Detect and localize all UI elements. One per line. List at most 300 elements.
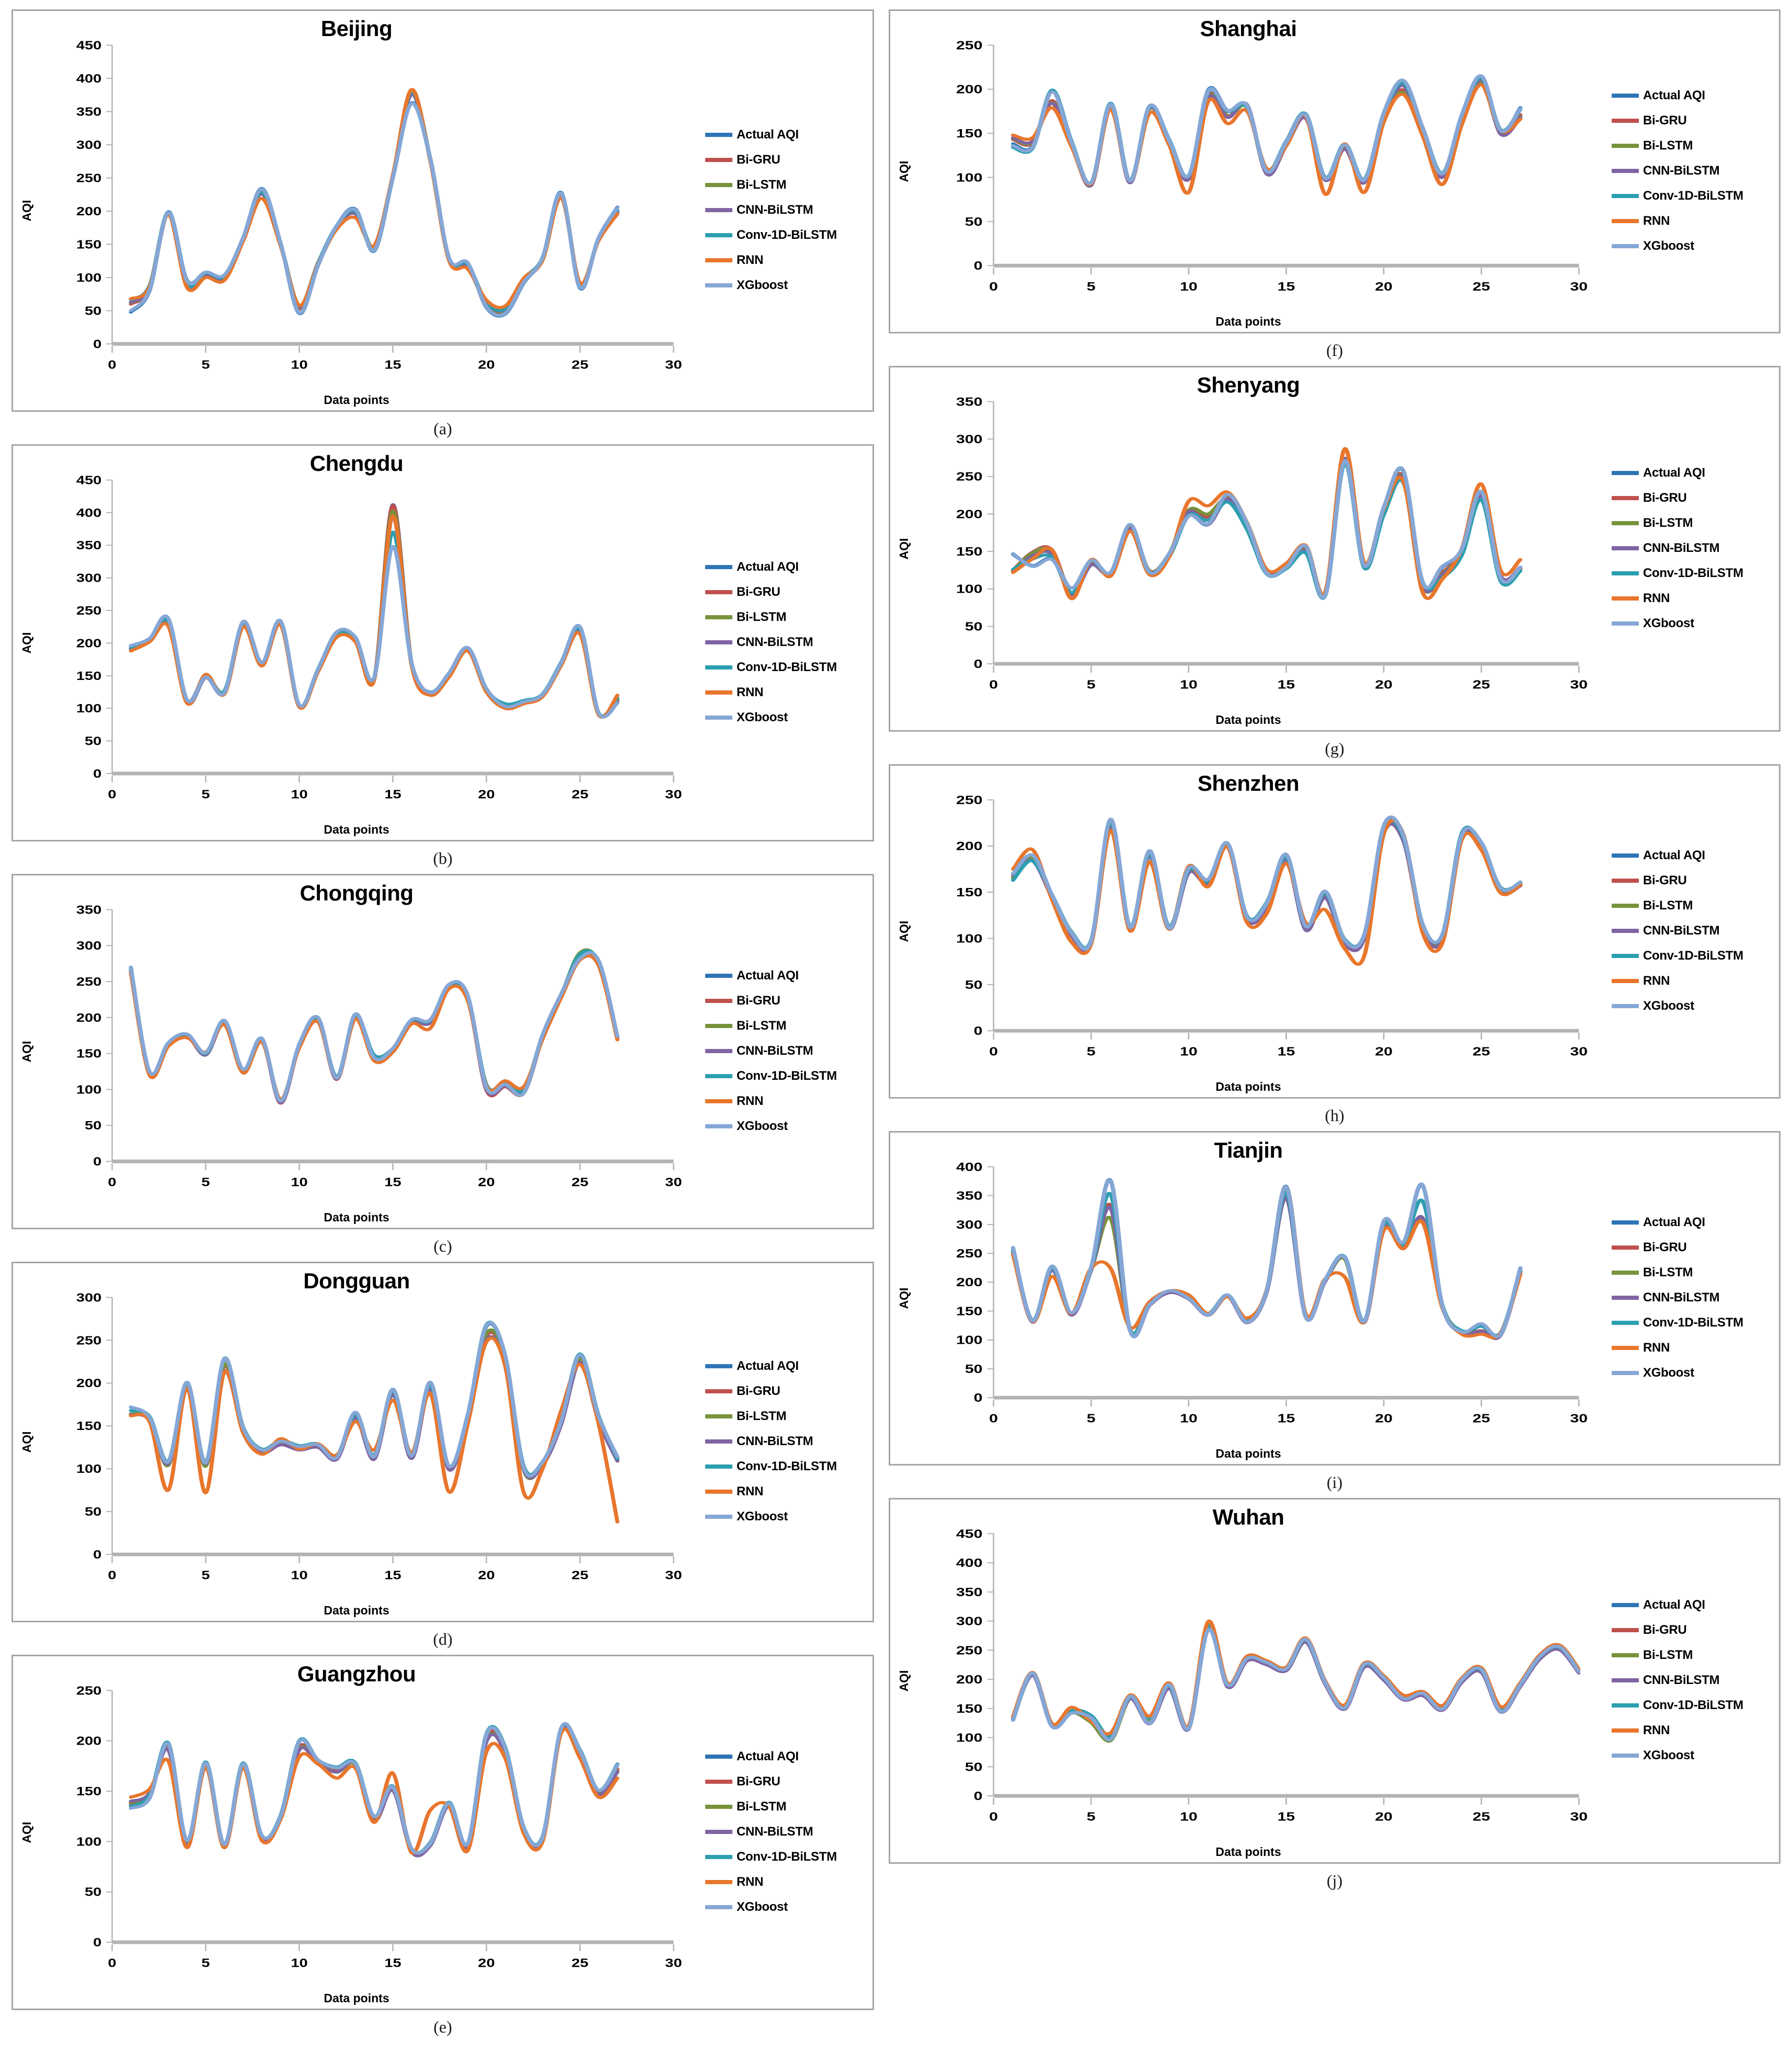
legend-label: RNN [737, 1094, 764, 1108]
x-tick-label: 10 [291, 1175, 308, 1189]
legend-item-bi-lstm[interactable] [1612, 134, 1779, 158]
legend-swatch-icon [1612, 169, 1639, 173]
legend-item-bi-lstm[interactable] [1612, 1643, 1779, 1667]
y-tick-label: 350 [956, 1585, 983, 1599]
y-tick-label: 50 [964, 978, 983, 991]
legend-item-actual-aqi[interactable] [1612, 844, 1779, 868]
x-tick-label: 0 [989, 678, 998, 691]
chart-legend [700, 1263, 872, 1621]
y-tick-label: 0 [93, 337, 102, 351]
legend-item-bi-lstm[interactable] [705, 1014, 872, 1038]
legend-swatch-icon [1612, 1220, 1639, 1225]
legend-swatch-icon [1612, 144, 1639, 148]
legend-item-rnn[interactable] [1612, 1718, 1779, 1743]
x-tick-label: 15 [384, 1956, 401, 1970]
legend-swatch-icon [705, 716, 732, 720]
x-tick-label: 0 [108, 1568, 117, 1582]
legend-swatch-icon [705, 1414, 732, 1418]
legend-swatch-icon [705, 690, 732, 695]
legend-swatch-icon [1612, 471, 1639, 475]
y-tick-label: 150 [76, 1784, 102, 1798]
legend-label: Conv-1D-BiLSTM [1643, 566, 1743, 580]
chart-panel-box [12, 874, 874, 1229]
y-tick-label: 50 [964, 619, 983, 633]
legend-label: Actual AQI [737, 1359, 799, 1373]
legend-item-rnn[interactable] [1612, 969, 1779, 993]
y-tick-label: 250 [76, 1333, 102, 1347]
chart-legend [700, 1656, 872, 2009]
y-tick-label: 50 [84, 734, 102, 748]
legend-item-conv-1d-bilstm[interactable] [705, 1064, 872, 1088]
chart-panel-chongqing [12, 874, 874, 1262]
plot-area [13, 875, 700, 1228]
legend-label: CNN-BiLSTM [1643, 541, 1720, 555]
legend-label: XGboost [1643, 999, 1694, 1013]
legend-swatch-icon [705, 999, 732, 1003]
series-group [131, 505, 617, 717]
chart-panel-box [889, 1498, 1780, 1864]
legend-swatch-icon [1612, 496, 1639, 500]
legend-label: Bi-GRU [1643, 1623, 1687, 1637]
legend-swatch-icon [1612, 1371, 1639, 1375]
panel-caption: (c) [433, 1237, 452, 1255]
legend-label: CNN-BiLSTM [1643, 1673, 1720, 1687]
legend-swatch-icon [1612, 621, 1639, 626]
legend-label: Actual AQI [1643, 848, 1705, 862]
legend-item-cnn-bilstm[interactable] [1612, 159, 1779, 183]
x-tick-label: 15 [1277, 678, 1295, 691]
y-tick-label: 250 [956, 1643, 983, 1657]
chart-panel-box [889, 366, 1780, 732]
plot-svg [890, 1133, 1606, 1464]
plot-svg [13, 1656, 700, 2009]
chart-legend [1606, 11, 1779, 332]
series-group [131, 1322, 617, 1522]
legend-item-cnn-bilstm[interactable] [1612, 1286, 1779, 1310]
legend-item-bi-gru[interactable] [1612, 109, 1779, 133]
x-tick-label: 15 [384, 357, 401, 372]
plot-area [13, 1263, 700, 1621]
legend-swatch-icon [705, 158, 732, 162]
legend-item-conv-1d-bilstm[interactable] [705, 1455, 872, 1479]
x-tick-label: 10 [291, 787, 308, 801]
x-tick-label: 5 [1086, 1412, 1096, 1425]
legend-item-bi-gru[interactable] [1612, 1618, 1779, 1642]
legend-swatch-icon [705, 283, 732, 287]
series-line-conv-1d-bilstm [131, 1322, 617, 1475]
legend-swatch-icon [705, 133, 732, 137]
series-line-bi-gru [131, 505, 617, 717]
legend-label: Bi-LSTM [1643, 1648, 1693, 1662]
legend-item-rnn[interactable] [705, 680, 872, 705]
legend-item-cnn-bilstm[interactable] [705, 630, 872, 654]
plot-svg [890, 766, 1606, 1097]
chart-panel-shenzhen [889, 764, 1780, 1131]
chart-panel-shanghai [889, 9, 1780, 366]
y-tick-label: 200 [76, 1376, 102, 1390]
legend-item-bi-gru[interactable] [1612, 486, 1779, 510]
x-tick-label: 10 [1179, 678, 1198, 691]
y-tick-label: 250 [76, 975, 102, 989]
x-tick-label: 15 [1277, 1045, 1295, 1058]
legend-item-xgboost[interactable] [1612, 234, 1779, 258]
chart-panel-chengdu [12, 444, 874, 874]
y-tick-label: 200 [956, 507, 983, 521]
x-tick-label: 30 [665, 357, 682, 372]
legend-label: CNN-BiLSTM [737, 635, 813, 649]
y-tick-label: 300 [956, 1614, 983, 1628]
legend-swatch-icon [1612, 1653, 1639, 1657]
x-tick-label: 10 [291, 1956, 308, 1970]
legend-label: CNN-BiLSTM [737, 1825, 813, 1839]
chart-title: Wuhan [1212, 1505, 1284, 1529]
legend-item-bi-lstm[interactable] [705, 1795, 872, 1819]
legend-item-rnn[interactable] [705, 1870, 872, 1894]
x-tick-label: 5 [201, 357, 210, 372]
legend-label: XGboost [737, 710, 788, 724]
y-tick-label: 450 [76, 473, 102, 487]
chart-panel-tianjin [889, 1131, 1780, 1498]
series-line-conv-1d-bilstm [131, 532, 617, 716]
legend-item-conv-1d-bilstm[interactable] [705, 655, 872, 679]
legend-item-xgboost[interactable] [705, 273, 872, 297]
legend-label: RNN [1643, 974, 1670, 988]
legend-label: Conv-1D-BiLSTM [737, 1850, 837, 1864]
y-tick-label: 200 [956, 839, 983, 853]
x-tick-label: 25 [1472, 1810, 1490, 1824]
legend-swatch-icon [1612, 1753, 1639, 1758]
chart-title: Chongqing [300, 881, 413, 905]
y-tick-label: 100 [956, 1333, 983, 1347]
series-line-xgboost [131, 547, 617, 717]
x-tick-label: 30 [665, 1956, 682, 1970]
legend-item-conv-1d-bilstm[interactable] [1612, 1693, 1779, 1717]
legend-swatch-icon [1612, 94, 1639, 98]
legend-swatch-icon [705, 183, 732, 187]
x-tick-label: 25 [1472, 1412, 1490, 1425]
legend-swatch-icon [1612, 1728, 1639, 1733]
legend-item-bi-gru[interactable] [1612, 869, 1779, 893]
figure-column-right [883, 9, 1792, 2043]
series-line-rnn [131, 1338, 617, 1522]
legend-item-bi-gru[interactable] [705, 1379, 872, 1403]
legend-item-bi-gru[interactable] [705, 1770, 872, 1794]
chart-panel-guangzhou [12, 1655, 874, 2043]
legend-label: Conv-1D-BiLSTM [1643, 1316, 1743, 1330]
chart-title: Chengdu [309, 451, 404, 476]
legend-label: Bi-LSTM [737, 1799, 787, 1814]
x-axis-label: Data points [1215, 1845, 1281, 1859]
y-tick-label: 0 [93, 766, 102, 781]
y-tick-label: 300 [76, 571, 102, 585]
x-tick-label: 15 [1277, 1810, 1295, 1824]
legend-item-actual-aqi[interactable] [705, 1354, 872, 1378]
legend-item-bi-gru[interactable] [1612, 1236, 1779, 1260]
legend-item-bi-lstm[interactable] [705, 605, 872, 629]
legend-label: Bi-LSTM [1643, 1265, 1693, 1279]
legend-item-conv-1d-bilstm[interactable] [1612, 1311, 1779, 1335]
chart-title: Shenyang [1197, 373, 1300, 397]
legend-item-bi-lstm[interactable] [1612, 511, 1779, 535]
x-tick-label: 10 [291, 1568, 308, 1582]
legend-label: Bi-LSTM [1643, 139, 1693, 153]
legend-item-rnn[interactable] [705, 248, 872, 272]
y-tick-label: 250 [76, 171, 102, 185]
panel-caption: (a) [433, 419, 452, 438]
x-tick-label: 25 [571, 1956, 589, 1970]
y-axis-label: AQI [897, 920, 911, 942]
plot-svg [13, 11, 700, 410]
legend-label: Conv-1D-BiLSTM [737, 1069, 837, 1083]
x-axis-label: Data points [1215, 713, 1281, 726]
plot-area [890, 367, 1606, 730]
chart-panel-dongguan [12, 1262, 874, 1655]
chart-panel-box [12, 444, 874, 841]
legend-item-bi-lstm[interactable] [1612, 1261, 1779, 1285]
y-axis-label: AQI [19, 1041, 33, 1063]
legend-swatch-icon [705, 1124, 732, 1128]
legend-label: RNN [737, 1875, 764, 1889]
x-tick-label: 5 [201, 787, 210, 801]
legend-label: Bi-LSTM [1643, 898, 1693, 913]
legend-item-xgboost[interactable] [705, 706, 872, 730]
x-tick-label: 5 [201, 1175, 210, 1189]
legend-item-bi-lstm[interactable] [705, 1404, 872, 1428]
legend-label: Actual AQI [737, 128, 799, 142]
legend-label: Actual AQI [737, 1749, 799, 1763]
legend-label: RNN [1643, 214, 1670, 228]
legend-label: RNN [1643, 591, 1670, 605]
x-tick-label: 0 [108, 1956, 117, 1970]
legend-label: Bi-GRU [737, 153, 780, 167]
y-tick-label: 300 [956, 1218, 983, 1231]
chart-panel-box [12, 1262, 874, 1622]
plot-area [890, 11, 1606, 332]
x-tick-label: 5 [1086, 678, 1096, 691]
plot-area [890, 1133, 1606, 1464]
legend-label: Actual AQI [1643, 1598, 1705, 1612]
legend-label: XGboost [737, 1509, 788, 1524]
chart-panel-shenyang [889, 366, 1780, 764]
legend-swatch-icon [1612, 1271, 1639, 1275]
series-group [1013, 1621, 1579, 1741]
legend-item-xgboost[interactable] [1612, 612, 1779, 636]
legend-item-conv-1d-bilstm[interactable] [1612, 184, 1779, 208]
x-tick-label: 5 [1086, 1045, 1096, 1058]
legend-item-xgboost[interactable] [1612, 994, 1779, 1018]
legend-item-cnn-bilstm[interactable] [705, 198, 872, 222]
legend-swatch-icon [1612, 904, 1639, 908]
panel-caption: (i) [1326, 1473, 1343, 1492]
panel-caption: (g) [1325, 739, 1345, 758]
legend-swatch-icon [705, 258, 732, 262]
legend-label: XGboost [737, 1119, 788, 1133]
y-tick-label: 150 [76, 1419, 102, 1433]
y-tick-label: 50 [964, 1362, 983, 1376]
legend-swatch-icon [1612, 954, 1639, 958]
y-tick-label: 250 [956, 38, 983, 52]
legend-item-xgboost[interactable] [1612, 1361, 1779, 1385]
legend-item-bi-gru[interactable] [705, 148, 872, 172]
legend-item-xgboost[interactable] [705, 1505, 872, 1529]
y-tick-label: 100 [76, 1462, 102, 1476]
y-tick-label: 150 [956, 885, 983, 899]
legend-item-bi-lstm[interactable] [705, 173, 872, 197]
legend-item-cnn-bilstm[interactable] [1612, 536, 1779, 560]
legend-item-actual-aqi[interactable] [1612, 1593, 1779, 1617]
legend-swatch-icon [705, 1880, 732, 1884]
legend-item-bi-gru[interactable] [705, 989, 872, 1013]
y-tick-label: 100 [956, 931, 983, 945]
y-tick-label: 50 [84, 1118, 102, 1133]
x-axis-label: Data points [324, 823, 389, 836]
plot-area [13, 11, 700, 410]
legend-swatch-icon [1612, 546, 1639, 550]
legend-swatch-icon [1612, 596, 1639, 601]
series-group [1013, 76, 1520, 194]
legend-item-xgboost[interactable] [705, 1114, 872, 1138]
legend-item-actual-aqi[interactable] [705, 555, 872, 579]
y-tick-label: 150 [76, 1046, 102, 1060]
y-tick-label: 50 [964, 215, 983, 228]
y-tick-label: 150 [956, 1702, 983, 1715]
y-tick-label: 250 [956, 1247, 983, 1261]
chart-legend [700, 446, 872, 840]
legend-item-conv-1d-bilstm[interactable] [705, 223, 872, 247]
series-line-xgboost [1013, 817, 1520, 949]
legend-item-actual-aqi[interactable] [705, 1745, 872, 1769]
y-tick-label: 200 [956, 1672, 983, 1687]
legend-label: Conv-1D-BiLSTM [737, 228, 837, 242]
y-tick-label: 150 [956, 1305, 983, 1318]
legend-label: Bi-LSTM [737, 1019, 787, 1033]
legend-swatch-icon [1612, 853, 1639, 858]
x-axis-label: Data points [324, 1991, 389, 2005]
legend-item-xgboost[interactable] [1612, 1744, 1779, 1768]
legend-item-actual-aqi[interactable] [705, 964, 872, 988]
legend-item-actual-aqi[interactable] [1612, 84, 1779, 108]
series-group [131, 950, 617, 1103]
legend-item-bi-gru[interactable] [705, 580, 872, 604]
chart-panel-box [889, 1131, 1780, 1466]
legend-item-xgboost[interactable] [705, 1895, 872, 1919]
legend-label: XGboost [737, 1900, 788, 1914]
y-tick-label: 400 [76, 71, 102, 86]
y-axis-label: AQI [19, 1431, 33, 1453]
y-tick-label: 250 [76, 1683, 102, 1698]
legend-label: Bi-GRU [1643, 1240, 1687, 1254]
legend-swatch-icon [1612, 521, 1639, 525]
legend-item-cnn-bilstm[interactable] [705, 1820, 872, 1844]
x-tick-label: 15 [1277, 1412, 1295, 1425]
legend-item-cnn-bilstm[interactable] [1612, 919, 1779, 943]
legend-item-actual-aqi[interactable] [705, 123, 872, 147]
x-axis-label: Data points [1215, 1080, 1281, 1093]
legend-item-cnn-bilstm[interactable] [705, 1039, 872, 1063]
y-tick-label: 400 [76, 505, 102, 520]
legend-label: Conv-1D-BiLSTM [1643, 189, 1743, 203]
chart-title: Dongguan [303, 1268, 410, 1293]
x-tick-label: 5 [201, 1956, 210, 1970]
y-tick-label: 100 [956, 582, 983, 596]
legend-label: Actual AQI [1643, 466, 1705, 480]
legend-item-cnn-bilstm[interactable] [1612, 1668, 1779, 1692]
legend-swatch-icon [1612, 1346, 1639, 1350]
legend-label: Bi-LSTM [737, 610, 787, 624]
series-group [131, 89, 617, 316]
x-tick-label: 0 [989, 1412, 998, 1425]
x-axis-label: Data points [324, 1210, 389, 1224]
x-tick-label: 0 [989, 1045, 998, 1058]
series-line-xgboost [131, 953, 617, 1101]
legend-label: Bi-GRU [737, 1774, 780, 1789]
legend-swatch-icon [705, 615, 732, 619]
x-tick-label: 5 [1086, 1810, 1096, 1824]
legend-swatch-icon [1612, 1703, 1639, 1708]
legend-label: RNN [737, 685, 764, 699]
y-tick-label: 150 [76, 237, 102, 251]
y-tick-label: 50 [84, 1505, 102, 1519]
legend-label: XGboost [1643, 1366, 1694, 1380]
series-line-xgboost [1013, 1180, 1520, 1337]
x-tick-label: 20 [478, 1956, 495, 1970]
x-tick-label: 5 [1086, 280, 1096, 293]
x-tick-label: 20 [478, 357, 495, 372]
legend-swatch-icon [1612, 929, 1639, 933]
legend-swatch-icon [1612, 1296, 1639, 1300]
legend-item-conv-1d-bilstm[interactable] [1612, 944, 1779, 968]
plot-svg [890, 11, 1606, 332]
legend-item-rnn[interactable] [1612, 586, 1779, 610]
legend-item-rnn[interactable] [1612, 1336, 1779, 1360]
y-tick-label: 300 [76, 939, 102, 953]
panel-caption: (f) [1326, 341, 1343, 360]
y-tick-label: 200 [956, 83, 983, 96]
legend-label: CNN-BiLSTM [737, 203, 813, 217]
legend-item-cnn-bilstm[interactable] [705, 1429, 872, 1453]
legend-swatch-icon [1612, 571, 1639, 575]
y-tick-label: 350 [76, 105, 102, 119]
legend-item-actual-aqi[interactable] [1612, 1210, 1779, 1235]
legend-swatch-icon [705, 1074, 732, 1078]
legend-swatch-icon [705, 233, 732, 237]
legend-label: Bi-GRU [1643, 491, 1687, 505]
y-tick-label: 0 [93, 1155, 102, 1169]
y-tick-label: 100 [76, 701, 102, 716]
legend-item-actual-aqi[interactable] [1612, 461, 1779, 485]
y-tick-label: 50 [964, 1760, 983, 1774]
plot-svg [13, 875, 700, 1228]
legend-swatch-icon [1612, 119, 1639, 123]
legend-swatch-icon [705, 1855, 732, 1859]
chart-panel-beijing [12, 9, 874, 444]
x-tick-label: 30 [1570, 678, 1588, 691]
y-tick-label: 0 [973, 1391, 983, 1405]
legend-item-rnn[interactable] [705, 1089, 872, 1113]
x-tick-label: 30 [1570, 1412, 1588, 1425]
legend-swatch-icon [1612, 1004, 1639, 1008]
series-line-bi-lstm [131, 511, 617, 717]
legend-item-bi-lstm[interactable] [1612, 894, 1779, 918]
x-tick-label: 15 [384, 1568, 401, 1582]
legend-item-rnn[interactable] [1612, 209, 1779, 233]
plot-area [13, 1656, 700, 2009]
legend-item-rnn[interactable] [705, 1480, 872, 1504]
chart-title: Beijing [320, 16, 393, 41]
legend-item-conv-1d-bilstm[interactable] [705, 1845, 872, 1869]
legend-swatch-icon [705, 1780, 732, 1784]
legend-item-conv-1d-bilstm[interactable] [1612, 561, 1779, 585]
